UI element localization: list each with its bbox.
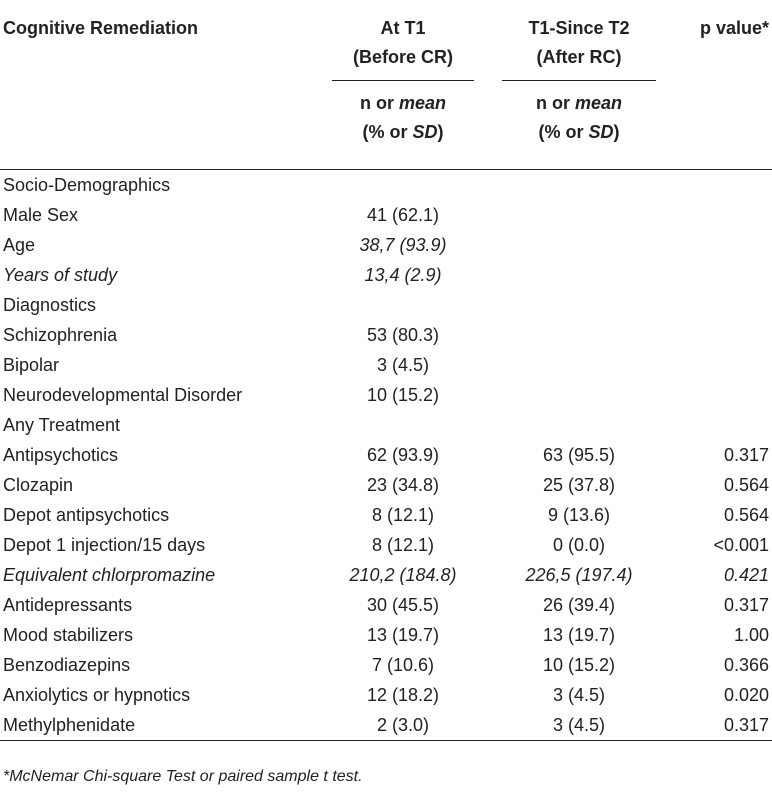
row-label: Diagnostics xyxy=(3,295,97,315)
row-label: Anxiolytics or hypnotics xyxy=(3,685,191,705)
row-value-t1 xyxy=(318,410,488,440)
table-row xyxy=(0,590,772,620)
row-label: Age xyxy=(3,235,36,255)
row-value-t2: 26 (39.4) xyxy=(542,595,616,615)
header-row xyxy=(0,0,772,80)
subheader-sd: SD xyxy=(588,122,614,142)
row-p-value xyxy=(670,200,772,230)
row-p-value xyxy=(670,230,772,260)
row-value-t2 xyxy=(488,350,670,380)
subheader-t1 xyxy=(318,81,488,170)
header-t1-title: At T1 xyxy=(380,18,426,38)
row-value-t2: 3 (4.5) xyxy=(552,715,606,735)
table-row xyxy=(0,200,772,230)
subheader-mean: mean xyxy=(398,93,447,113)
table-row xyxy=(0,320,772,350)
table-body xyxy=(0,170,772,741)
row-value-t2 xyxy=(488,170,670,200)
subheader-t2 xyxy=(488,81,670,170)
row-value-t2 xyxy=(488,380,670,410)
table-row xyxy=(0,530,772,560)
subheader-close: ) xyxy=(437,122,444,142)
table-row xyxy=(0,410,772,440)
row-p-value: <0.001 xyxy=(713,535,769,555)
header-t2-title: T1-Since T2 xyxy=(528,18,630,38)
header-t2-subtitle: (After RC) xyxy=(536,47,622,67)
row-label: Clozapin xyxy=(3,475,74,495)
table-bottom-rule xyxy=(0,741,772,742)
table-row xyxy=(0,170,772,200)
row-value-t2: 9 (13.6) xyxy=(547,505,611,525)
row-label: Benzodiazepins xyxy=(3,655,131,675)
row-label: Equivalent chlorpromazine xyxy=(3,565,216,585)
row-p-value xyxy=(670,260,772,290)
row-label: Methylphenidate xyxy=(3,715,136,735)
row-label: Mood stabilizers xyxy=(3,625,134,645)
row-p-value xyxy=(670,350,772,380)
subheader-mean: mean xyxy=(574,93,623,113)
table-row xyxy=(0,710,772,741)
table-row xyxy=(0,560,772,590)
row-p-value: 0.317 xyxy=(723,595,769,615)
row-value-t1: 8 (12.1) xyxy=(371,535,435,555)
row-value-t2 xyxy=(488,200,670,230)
row-label: Depot 1 injection/15 days xyxy=(3,535,206,555)
row-value-t2: 226,5 (197.4) xyxy=(525,565,633,585)
row-value-t1 xyxy=(318,290,488,320)
row-value-t1: 2 (3.0) xyxy=(376,715,430,735)
subheader-n-or: n or xyxy=(359,93,394,113)
row-value-t1: 3 (4.5) xyxy=(376,355,430,375)
row-label: Antidepressants xyxy=(3,595,133,615)
row-value-t1: 38,7 (93.9) xyxy=(359,235,447,255)
row-value-t2 xyxy=(488,260,670,290)
table-row xyxy=(0,470,772,500)
header-label-column: Cognitive Remediation xyxy=(3,18,199,38)
row-p-value: 0.317 xyxy=(723,715,769,735)
row-value-t1: 13,4 (2.9) xyxy=(364,265,442,285)
table-row xyxy=(0,230,772,260)
table-footnote: *McNemar Chi-square Test or paired sample t test. xyxy=(3,768,363,785)
row-value-t1: 7 (10.6) xyxy=(371,655,435,675)
row-value-t1: 12 (18.2) xyxy=(366,685,440,705)
row-value-t1: 41 (62.1) xyxy=(366,205,440,225)
row-label: Male Sex xyxy=(3,205,79,225)
header-t1-column xyxy=(318,0,488,80)
header-t1-subtitle: (Before CR) xyxy=(352,47,453,67)
row-p-value xyxy=(670,380,772,410)
row-value-t1: 13 (19.7) xyxy=(366,625,440,645)
table-row xyxy=(0,650,772,680)
row-p-value: 0.020 xyxy=(723,685,769,705)
table-row xyxy=(0,290,772,320)
row-value-t1: 8 (12.1) xyxy=(371,505,435,525)
row-value-t2 xyxy=(488,230,670,260)
table-row xyxy=(0,380,772,410)
table-row xyxy=(0,260,772,290)
header-subheader-row xyxy=(0,81,772,170)
row-value-t1: 30 (45.5) xyxy=(366,595,440,615)
row-label: Socio-Demographics xyxy=(3,175,171,195)
subheader-close: ) xyxy=(613,122,620,142)
row-p-value: 0.564 xyxy=(723,505,769,525)
row-p-value: 0.421 xyxy=(723,565,769,585)
header-t2-column xyxy=(488,0,670,80)
row-label: Bipolar xyxy=(3,355,60,375)
row-value-t1: 210,2 (184.8) xyxy=(349,565,457,585)
table-row xyxy=(0,440,772,470)
row-label: Years of study xyxy=(3,265,118,285)
row-p-value xyxy=(670,410,772,440)
row-value-t2: 10 (15.2) xyxy=(542,655,616,675)
row-value-t2: 63 (95.5) xyxy=(542,445,616,465)
row-value-t2: 0 (0.0) xyxy=(552,535,606,555)
row-value-t2: 25 (37.8) xyxy=(542,475,616,495)
row-p-value xyxy=(670,170,772,200)
subheader-n-or: n or xyxy=(535,93,570,113)
row-value-t1: 53 (80.3) xyxy=(366,325,440,345)
subheader-sd: SD xyxy=(412,122,438,142)
row-value-t1: 23 (34.8) xyxy=(366,475,440,495)
header-p-value-column: p value* xyxy=(699,18,769,38)
row-p-value: 0.564 xyxy=(723,475,769,495)
row-value-t2 xyxy=(488,290,670,320)
row-p-value: 1.00 xyxy=(733,625,769,645)
row-value-t1 xyxy=(318,170,488,200)
row-value-t1: 62 (93.9) xyxy=(366,445,440,465)
table-row xyxy=(0,620,772,650)
row-label: Antipsychotics xyxy=(3,445,119,465)
row-label: Depot antipsychotics xyxy=(3,505,170,525)
row-value-t1: 10 (15.2) xyxy=(366,385,440,405)
row-p-value xyxy=(670,320,772,350)
row-value-t2: 13 (19.7) xyxy=(542,625,616,645)
subheader-pct-or: (% or xyxy=(538,122,584,142)
row-value-t2: 3 (4.5) xyxy=(552,685,606,705)
table-row xyxy=(0,350,772,380)
table-row xyxy=(0,680,772,710)
row-label: Any Treatment xyxy=(3,415,121,435)
row-label: Schizophrenia xyxy=(3,325,118,345)
row-p-value: 0.366 xyxy=(723,655,769,675)
subheader-pct-or: (% or xyxy=(362,122,408,142)
row-p-value xyxy=(670,290,772,320)
row-value-t2 xyxy=(488,320,670,350)
table-row xyxy=(0,500,772,530)
row-p-value: 0.317 xyxy=(723,445,769,465)
row-label: Neurodevelopmental Disorder xyxy=(3,385,243,405)
row-value-t2 xyxy=(488,410,670,440)
